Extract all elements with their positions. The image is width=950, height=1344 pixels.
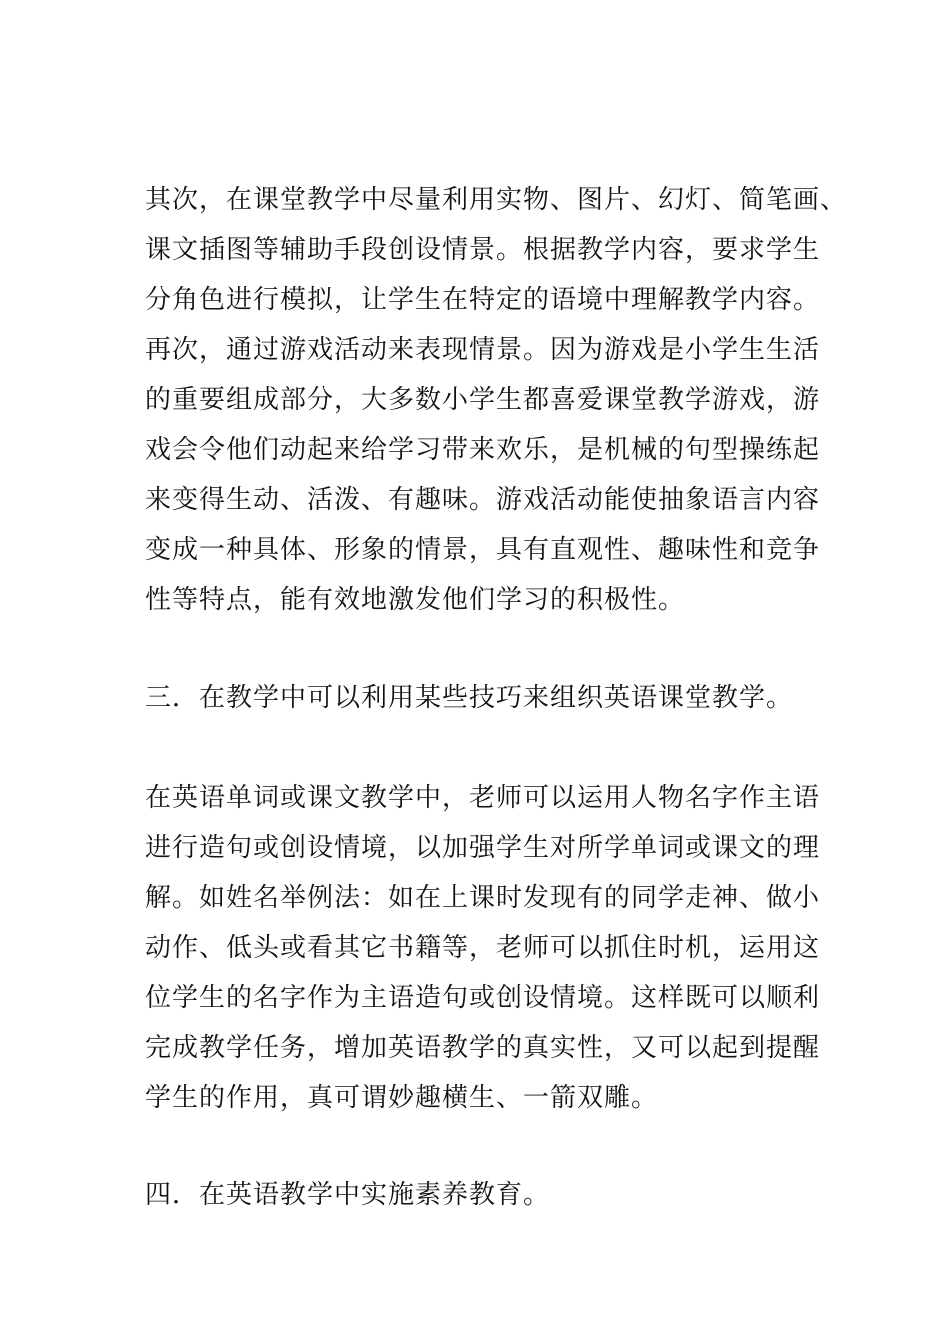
paragraph-line: 完成教学任务，增加英语教学的真实性，又可以起到提醒 [145, 1033, 821, 1063]
section-heading: 四．在英语教学中实施素养教育。 [145, 1180, 551, 1210]
paragraph-line: 课文插图等辅助手段创设情景。根据教学内容，要求学生 [145, 235, 821, 265]
paragraph-line: 来变得生动、活泼、有趣味。游戏活动能使抽象语言内容 [145, 485, 821, 515]
paragraph-line: 戏会令他们动起来给学习带来欢乐，是机械的句型操练起 [145, 435, 821, 465]
paragraph-line: 位学生的名字作为主语造句或创设情境。这样既可以顺利 [145, 983, 821, 1013]
paragraph-line: 变成一种具体、形象的情景，具有直观性、趣味性和竞争 [145, 535, 821, 565]
section-heading: 三．在教学中可以利用某些技巧来组织英语课堂教学。 [145, 683, 794, 713]
paragraph-line: 动作、低头或看其它书籍等，老师可以抓住时机，运用这 [145, 933, 821, 963]
paragraph-line: 进行造句或创设情境，以加强学生对所学单词或课文的理 [145, 833, 821, 863]
paragraph-line: 的重要组成部分，大多数小学生都喜爱课堂教学游戏，游 [145, 385, 821, 415]
paragraph-line: 性等特点，能有效地激发他们学习的积极性。 [145, 585, 686, 615]
paragraph-line: 在英语单词或课文教学中，老师可以运用人物名字作主语 [145, 783, 821, 813]
paragraph-line: 其次，在课堂教学中尽量利用实物、图片、幻灯、简笔画、 [145, 185, 848, 215]
paragraph-line: 再次，通过游戏活动来表现情景。因为游戏是小学生生活 [145, 335, 821, 365]
paragraph-line: 分角色进行模拟，让学生在特定的语境中理解教学内容。 [145, 285, 821, 315]
paragraph-line: 解。如姓名举例法：如在上课时发现有的同学走神、做小 [145, 883, 821, 913]
paragraph-line: 学生的作用，真可谓妙趣横生、一箭双雕。 [145, 1083, 659, 1113]
